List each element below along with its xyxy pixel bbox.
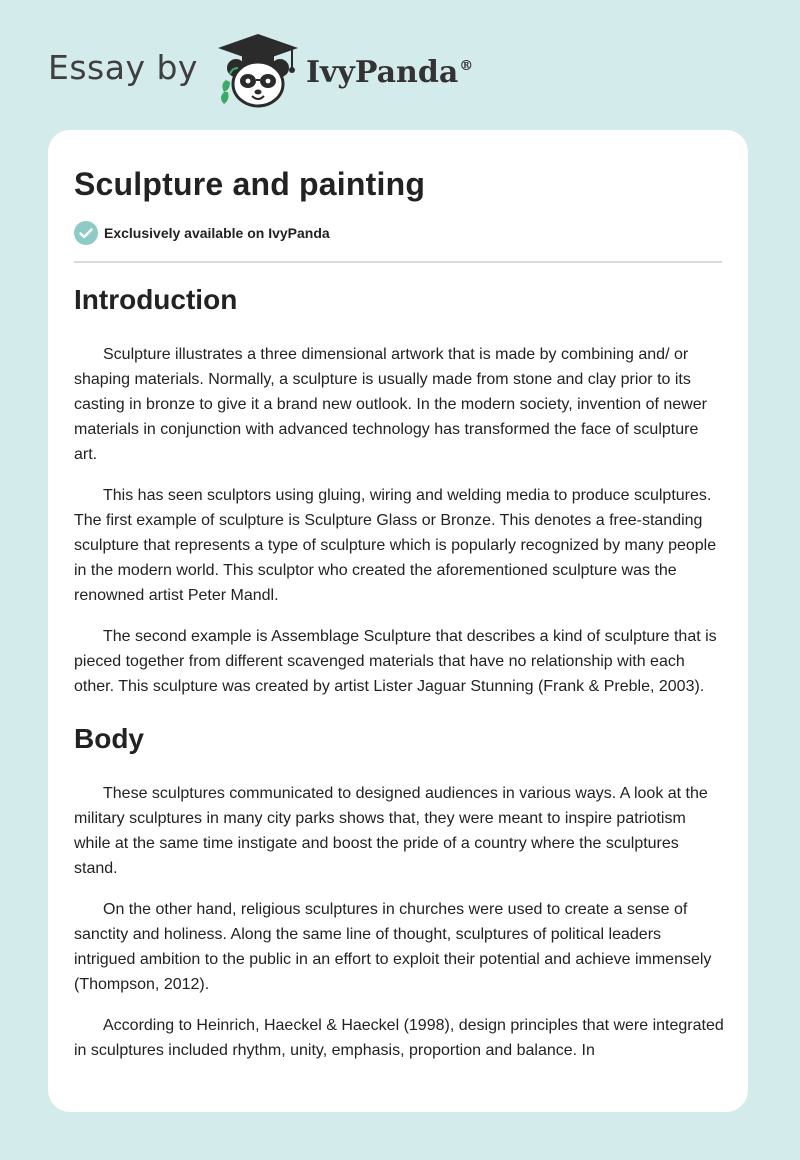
site-header xyxy=(48,30,473,110)
exclusive-badge-text: Exclusively available on IvyPanda xyxy=(104,225,330,241)
ivypanda-logo-icon xyxy=(212,30,304,110)
section-heading-body: Body xyxy=(74,723,144,754)
paragraph: Sculpture illustrates a three dimensional artwork that is made by combining and/ or shaping materials. Normally, a sculpture is usually made from stone and clay prior to its casting in bronze to give it a brand new outlook. In the modern society, invention of newer materials in conjunction with advanced technology has transformed the face of sculpture art. xyxy=(74,346,707,463)
essay-card xyxy=(48,130,748,1112)
check-circle-icon xyxy=(74,221,98,245)
paragraph: This has seen sculptors using gluing, wiring and welding media to produce sculptures. The first example of sculpture is Sculpture Glass or Bronze. This denotes a free-standing sculpture that represents a type of sculpture which is popularly recognized by many people in the modern world. This sculptor who created the aforementioned sculpture was the renowned artist Peter Mandl. xyxy=(74,487,717,604)
section-heading-introduction: Introduction xyxy=(74,284,238,315)
essay-by-label: Essay by xyxy=(48,47,198,87)
paragraph: According to Heinrich, Haeckel & Haeckel (1998), design principles that were integrated in sculptures included rhythm, unity, emphasis, proportion and balance. In xyxy=(74,1017,724,1059)
paragraph: These sculptures communicated to designed audiences in various ways. A look at the military sculptures in many city parks shows that, they were meant to inspire patriotism while at the same time instigate and boost the pride of a country where the sculptures stand. xyxy=(74,785,708,877)
essay-content xyxy=(74,282,724,1079)
title-divider xyxy=(74,261,722,263)
exclusive-badge xyxy=(74,221,330,245)
brand-name: IvyPanda® xyxy=(305,54,474,90)
page-title: Sculpture and painting xyxy=(74,166,426,202)
paragraph: The second example is Assemblage Sculpture that describes a kind of sculpture that is pieced together from different scavenged materials that have no relationship with each other. This sculpture was created by artist Lister Jaguar Stunning (Frank & Preble, 2003). xyxy=(74,628,717,695)
registered-mark: ® xyxy=(459,57,474,74)
paragraph: On the other hand, religious sculptures in churches were used to create a sense of sanctity and holiness. Along the same line of thought, sculptures of political leaders intrigued ambition to the public in an effort to exploit their potential and achieve immensely (Thompson, 2012). xyxy=(74,901,712,993)
